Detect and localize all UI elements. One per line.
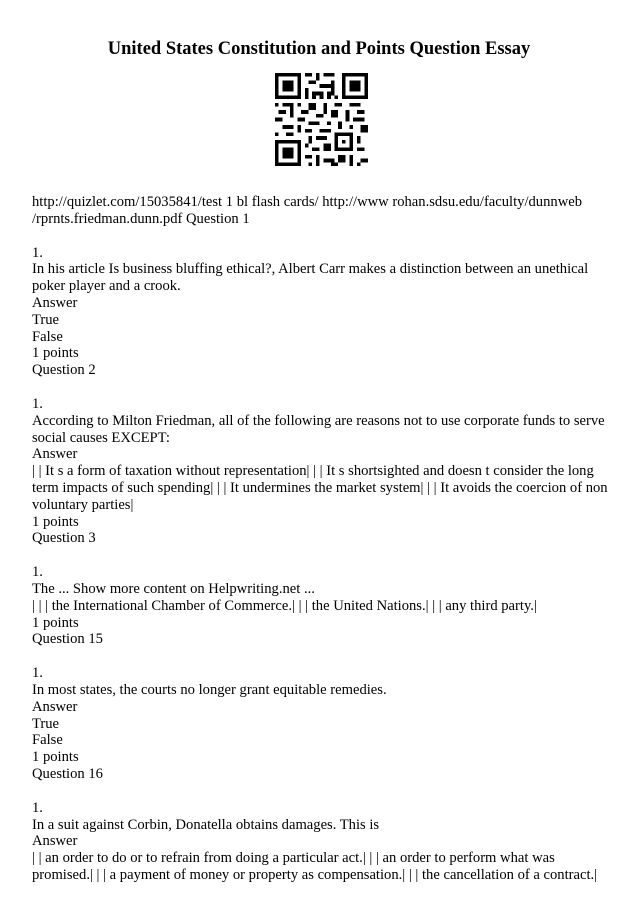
points-label: 1 points — [32, 614, 79, 631]
answer-option: False — [32, 732, 63, 749]
answer-label: Answer — [32, 294, 78, 311]
qr-code-icon — [275, 73, 368, 166]
question-text: According to Milton Friedman, all of the following are reasons not to use corporate funds to serve social causes EXCEPT: — [32, 412, 605, 446]
question-heading: Question 3 — [32, 530, 96, 547]
answer-option: False — [32, 328, 63, 345]
points-label: 1 points — [32, 513, 79, 530]
intro-paragraph: http://quizlet.com/15035841/test 1 bl flash cards/ http://www rohan.sdsu.edu/faculty/dunnweb /rprnts.friedman.dunn.pdf Question 1 — [32, 194, 583, 227]
question-block — [32, 665, 614, 783]
answer-options: | | an order to do or to refrain from doing a particular act.| | | an order to perform what was promised.| | | a payment of money or property as compensation.| | | the cancellation of a contract.| — [32, 850, 598, 883]
question-number: 1. — [32, 395, 43, 412]
question-number: 1. — [32, 244, 43, 261]
answer-label: Answer — [32, 446, 78, 463]
document-title: United States Constitution and Points Question Essay — [107, 39, 531, 59]
answer-label: Answer — [32, 698, 78, 715]
question-number: 1. — [32, 564, 43, 581]
answer-option: True — [32, 311, 60, 328]
question-block — [32, 564, 614, 648]
question-number: 1. — [32, 665, 43, 682]
points-label: 1 points — [32, 749, 79, 766]
question-heading: Question 15 — [32, 631, 103, 648]
answer-options: | | It s a form of taxation without representation| | | It s shortsighted and doesn t consider the long term impacts of such spending| | | It undermines the market system| | | It avoids the coercion of non voluntary parties| — [32, 463, 608, 513]
question-block — [32, 396, 614, 547]
question-block — [32, 800, 614, 884]
answer-label: Answer — [32, 833, 78, 850]
question-block — [32, 245, 614, 379]
question-text: The ... Show more content on Helpwriting.net ... — [32, 580, 315, 597]
question-text: In most states, the courts no longer grant equitable remedies. — [32, 681, 387, 698]
question-heading: Question 16 — [32, 765, 103, 782]
question-heading: Question 2 — [32, 362, 96, 379]
question-text: In a suit against Corbin, Donatella obtains damages. This is — [32, 816, 380, 833]
answer-option: True — [32, 715, 60, 732]
question-text: In his article Is business bluffing ethical?, Albert Carr makes a distinction between an unethical poker player and a crook. — [32, 261, 589, 295]
points-label: 1 points — [32, 345, 79, 362]
document-body — [32, 194, 614, 884]
question-number: 1. — [32, 799, 43, 816]
answer-options: | | | the International Chamber of Commerce.| | | the United Nations.| | | any third party.| — [32, 597, 537, 614]
